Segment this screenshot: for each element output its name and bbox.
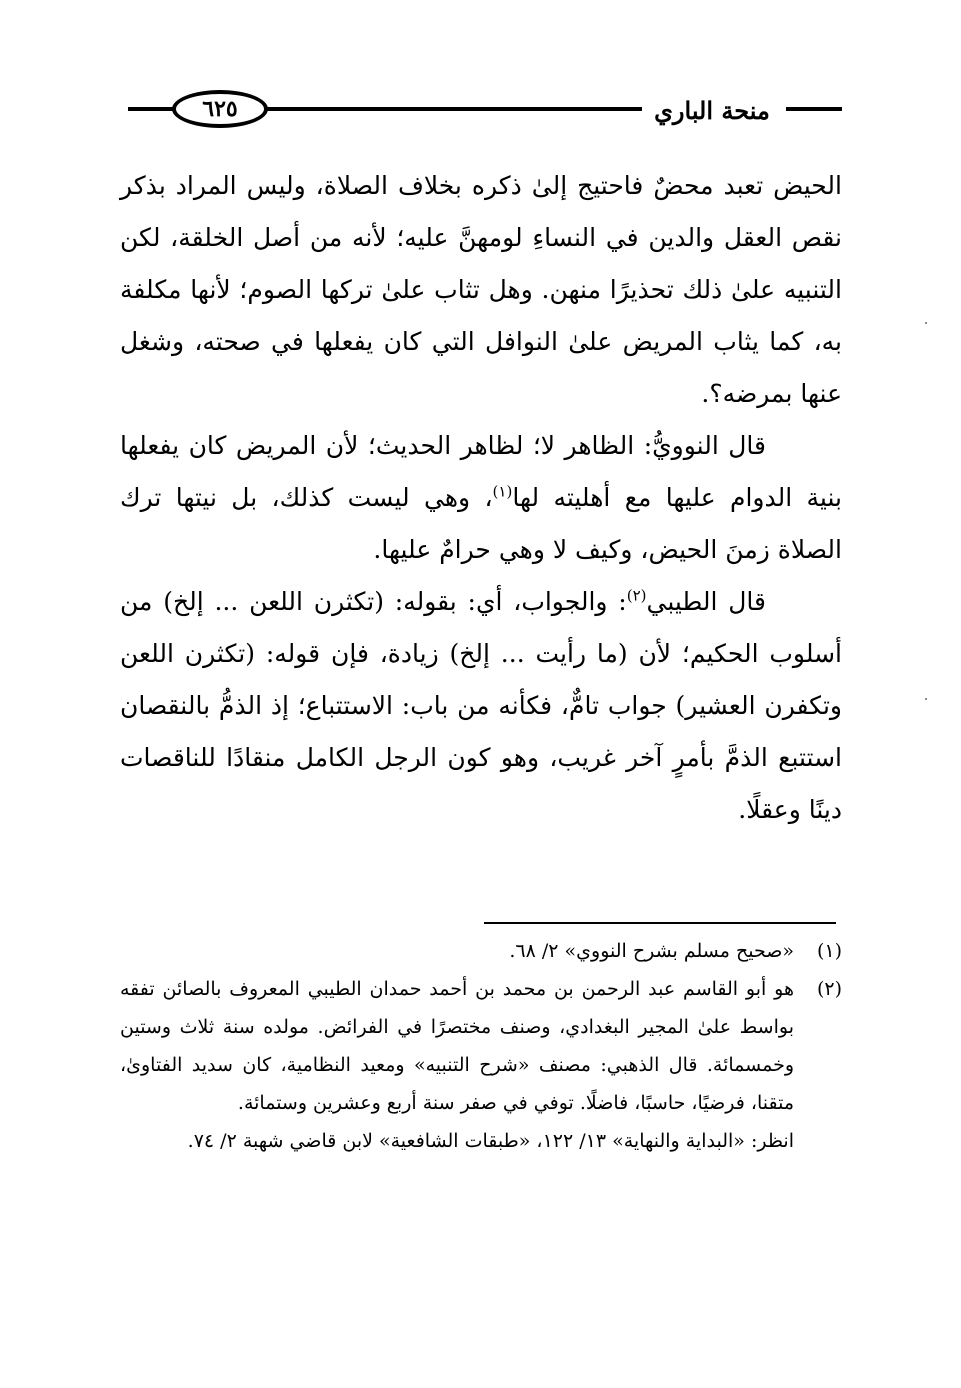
footnote xyxy=(120,970,842,1122)
footnote-text: «صحيح مسلم بشرح النووي» ٢/ ٦٨. xyxy=(509,940,794,962)
paragraph xyxy=(120,420,842,576)
scan-speck xyxy=(925,698,927,700)
paragraph-text: قال النوويُّ: الظاهر لا؛ لظاهر الحديث؛ لأن المريض كان يفعلها بنية الدوام عليها مع أهليته لها xyxy=(120,431,842,512)
paragraph: الحيض تعبد محضٌ فاحتيج إلىٰ ذكره بخلاف الصلاة، وليس المراد بذكر نقص العقل والدين في النساءِ لومهنَّ عليه؛ لأنه من أصل الخلقة، لكن التنبيه علىٰ ذلك تحذيرًا منهن. وهل تثاب علىٰ تركها الصوم؛ لأنها مكلفة به، كما يثاب المريض علىٰ النوافل التي كان يفعلها في صحته، وشغل عنها بمرضه؟. xyxy=(120,171,842,408)
page-header xyxy=(128,88,842,138)
footnotes xyxy=(120,932,842,1160)
footnote-number: (٢) xyxy=(816,978,842,1000)
paragraph-text: ، وهي ليست كذلك، بل نيتها ترك الصلاة زمنَ الحيض، وكيف لا وهي حرامٌ عليها. xyxy=(120,483,842,564)
footnote-separator xyxy=(484,922,836,924)
header-rule xyxy=(786,107,842,111)
footnote-reference[interactable]: (١) xyxy=(492,482,513,501)
footnote-reference[interactable]: (٢) xyxy=(626,586,647,605)
paragraph-text: قال الطيبي xyxy=(646,587,766,616)
running-head-title: منحة الباري xyxy=(642,96,782,126)
footnote-continuation: انظر: «البداية والنهاية» ١٣/ ١٢٢، «طبقات الشافعية» لابن قاضي شهبة ٢/ ٧٤. xyxy=(187,1130,794,1152)
footnote-text: هو أبو القاسم عبد الرحمن بن محمد بن أحمد حمدان الطيبي المعروف بالصائن تفقه بواسط علىٰ المجير البغدادي، وصنف مختصرًا في الفرائض. مولده سنة ثلاث وستين وخمسمائة. قال الذهبي: مصنف «شرح التنبيه» ومعيد النظامية، كان سديد الفتاوىٰ، متقنا، فرضيًا، حاسبًا، فاضلًا. توفي في صفر سنة أربع وعشرين وستمائة. xyxy=(120,978,795,1114)
footnote xyxy=(120,932,842,970)
footnote-number: (١) xyxy=(816,940,842,962)
paragraph xyxy=(120,576,842,836)
paragraph-text: : والجواب، أي: بقوله: (تكثرن اللعن ... إلخ) من أسلوب الحكيم؛ لأن (ما رأيت ... إلخ) زيادة، فإن قوله: (تكثرن اللعن وتكفرن العشير) جواب تامٌّ، فكأنه من باب: الاستتباع؛ إذ الذمُّ بالنقصان استتبع الذمَّ بأمرٍ آخر غريب، وهو كون الرجل الكامل منقادًا للناقصات دينًا وعقلًا. xyxy=(120,587,842,824)
scan-speck xyxy=(925,322,927,324)
main-text xyxy=(120,160,842,836)
page-number: ٦٢٥ xyxy=(172,90,268,128)
